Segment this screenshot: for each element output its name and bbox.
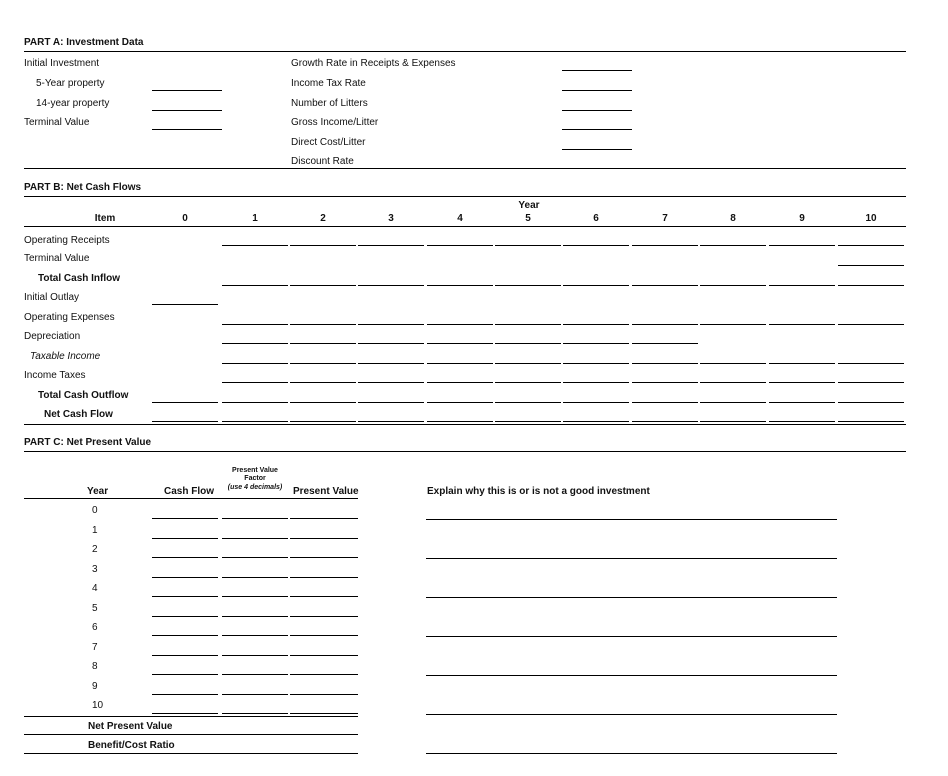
initial-investment-label: Initial Investment [24,58,100,69]
npv-year-label: 4 [92,583,98,594]
cash-flow-cell[interactable] [838,421,904,422]
item-header: Item [94,213,116,224]
npv-year-label: 2 [92,544,98,555]
cash-flow-cell[interactable] [358,421,424,422]
pv-factor-blank[interactable] [222,694,288,695]
cash-flow-cell[interactable] [632,343,698,344]
col-cash-flow-header: Cash Flow [164,486,215,497]
cash-flow-cell[interactable] [632,324,698,325]
explanation-line[interactable] [426,597,837,598]
cash-flow-blank[interactable] [152,713,218,714]
cash-flow-cell[interactable] [632,285,698,286]
cash-flow-cell[interactable] [838,265,904,266]
growth-rate-blank[interactable] [562,70,632,71]
bcr-rule [24,753,358,754]
pv-factor-blank[interactable] [222,518,288,519]
cash-flow-cell[interactable] [700,285,766,286]
explanation-line[interactable] [426,714,837,715]
cash-flow-cell[interactable] [563,245,629,246]
present-value-blank[interactable] [290,596,358,597]
cash-flow-cell[interactable] [769,324,835,325]
part-a-bottom-rule [24,168,906,169]
fourteen-year-property-blank[interactable] [152,110,222,111]
cash-flow-cell[interactable] [838,285,904,286]
year-col-header: 10 [865,213,877,224]
pv-factor-line2: Factor [244,475,266,482]
cash-flow-cell[interactable] [700,382,766,383]
explanation-line[interactable] [426,753,837,754]
cash-flow-cell[interactable] [563,363,629,364]
part-c-title: PART C: Net Present Value [24,437,152,448]
part-b-title: PART B: Net Cash Flows [24,182,142,193]
year-col-header: 3 [388,213,394,224]
cash-flow-cell[interactable] [838,382,904,383]
operating-expenses-label: Operating Expenses [24,312,115,323]
cash-flow-cell[interactable] [495,343,561,344]
year-col-header: 7 [662,213,668,224]
cash-flow-cell[interactable] [838,402,904,403]
present-value-blank[interactable] [290,674,358,675]
col-present-value-header: Present Value [293,486,359,497]
cash-flow-cell[interactable] [358,402,424,403]
npv-year-label: 7 [92,642,98,653]
part-a-rule [24,51,906,52]
part-a-title: PART A: Investment Data [24,37,144,48]
net-cash-flow-label: Net Cash Flow [44,409,113,420]
part-b-rule [24,196,906,197]
cash-flow-cell[interactable] [700,402,766,403]
npv-rule [24,734,358,735]
npv-year-label: 10 [92,700,104,711]
cash-flow-blank[interactable] [152,538,218,539]
cash-flow-cell[interactable] [769,402,835,403]
cash-flow-cell[interactable] [632,382,698,383]
five-year-property-blank[interactable] [152,90,222,91]
cash-flow-cell[interactable] [290,421,356,422]
present-value-blank[interactable] [290,713,358,714]
explain-prompt: Explain why this is or is not a good investment [427,486,650,497]
cash-flow-cell[interactable] [222,324,288,325]
cash-flow-cell[interactable] [769,363,835,364]
explanation-line[interactable] [426,519,837,520]
terminal-value-blank[interactable] [152,129,222,130]
cash-flow-blank[interactable] [152,674,218,675]
cash-flow-cell[interactable] [495,363,561,364]
cash-flow-cell[interactable] [838,324,904,325]
year-col-header: 9 [799,213,805,224]
income-tax-rate-label: Income Tax Rate [291,78,366,89]
cash-flow-blank[interactable] [152,694,218,695]
pv-factor-line1: Present Value [232,467,278,474]
cash-flow-cell[interactable] [495,245,561,246]
gross-income-blank[interactable] [562,129,632,130]
cash-flow-blank[interactable] [152,616,218,617]
cash-flow-cell[interactable] [222,285,288,286]
cash-flow-cell[interactable] [769,421,835,422]
cash-flow-cell[interactable] [632,402,698,403]
pv-factor-blank[interactable] [222,616,288,617]
year-col-header: 2 [320,213,326,224]
operating-receipts-label: Operating Receipts [24,235,110,246]
income-taxes-label: Income Taxes [24,370,86,381]
cash-flow-cell[interactable] [358,245,424,246]
cash-flow-cell[interactable] [700,324,766,325]
present-value-blank[interactable] [290,616,358,617]
year-col-header: 4 [457,213,463,224]
direct-cost-blank[interactable] [562,149,632,150]
cash-flow-cell[interactable] [769,245,835,246]
year-col-header: 5 [525,213,531,224]
year-col-header: 8 [730,213,736,224]
year-col-header: 6 [593,213,599,224]
income-tax-rate-blank[interactable] [562,90,632,91]
growth-rate-label: Growth Rate in Receipts & Expenses [291,58,456,69]
pv-factor-line3: (use 4 decimals) [227,484,283,491]
present-value-blank[interactable] [290,694,358,695]
npv-year-label: 9 [92,681,98,692]
cash-flow-cell[interactable] [495,402,561,403]
cash-flow-cell[interactable] [427,245,493,246]
cash-flow-blank[interactable] [152,596,218,597]
cash-flow-cell[interactable] [222,343,288,344]
cash-flow-cell[interactable] [290,343,356,344]
benefit-cost-ratio-label: Benefit/Cost Ratio [88,740,175,751]
cash-flow-cell[interactable] [427,363,493,364]
part-c-rule [24,451,906,452]
total-cash-inflow-label: Total Cash Inflow [38,273,121,284]
part-b-bottom-rule [24,424,906,425]
cash-flow-blank[interactable] [152,518,218,519]
cash-flow-cell[interactable] [290,285,356,286]
cash-flow-cell[interactable] [563,343,629,344]
cash-flow-cell[interactable] [152,421,218,422]
cash-flow-cell[interactable] [222,402,288,403]
year-col-header: 1 [252,213,258,224]
cash-flow-cell[interactable] [563,324,629,325]
present-value-blank[interactable] [290,635,358,636]
cash-flow-cell[interactable] [563,382,629,383]
cash-flow-cell[interactable] [495,324,561,325]
pv-factor-blank[interactable] [222,596,288,597]
cash-flow-cell[interactable] [632,363,698,364]
cash-flow-blank[interactable] [152,635,218,636]
cash-flow-cell[interactable] [358,343,424,344]
cash-flow-cell[interactable] [427,421,493,422]
total-cash-outflow-label: Total Cash Outflow [38,390,129,401]
cash-flow-blank[interactable] [152,577,218,578]
part-c-table-header-rule [24,498,358,499]
number-of-litters-label: Number of Litters [291,98,368,109]
npv-year-label: 3 [92,564,98,575]
pv-factor-blank[interactable] [222,577,288,578]
cash-flow-blank[interactable] [152,655,218,656]
initial-outlay-label: Initial Outlay [24,292,80,303]
cash-flow-cell[interactable] [222,245,288,246]
npv-year-label: 5 [92,603,98,614]
cash-flow-cell[interactable] [427,343,493,344]
cash-flow-cell[interactable] [838,363,904,364]
direct-cost-label: Direct Cost/Litter [291,137,366,148]
cash-flow-cell[interactable] [222,421,288,422]
present-value-blank[interactable] [290,538,358,539]
npv-top-rule [24,716,358,717]
cash-flow-cell[interactable] [290,402,356,403]
cash-flow-cell[interactable] [358,363,424,364]
cash-flow-cell[interactable] [563,421,629,422]
cash-flow-cell[interactable] [495,285,561,286]
present-value-blank[interactable] [290,577,358,578]
cash-flow-cell[interactable] [222,382,288,383]
present-value-blank[interactable] [290,518,358,519]
cash-flow-cell[interactable] [290,324,356,325]
pv-factor-blank[interactable] [222,538,288,539]
explanation-line[interactable] [426,636,837,637]
cash-flow-cell[interactable] [290,382,356,383]
cash-flow-cell[interactable] [427,324,493,325]
cash-flow-cell[interactable] [152,402,218,403]
npv-year-label: 8 [92,661,98,672]
year-header: Year [518,200,540,211]
cash-flow-cell[interactable] [700,421,766,422]
fourteen-year-property-label: 14-year property [36,98,110,109]
cash-flow-cell[interactable] [700,245,766,246]
cash-flow-blank[interactable] [152,557,218,558]
cash-flow-cell[interactable] [769,382,835,383]
cash-flow-cell[interactable] [700,363,766,364]
cash-flow-cell[interactable] [290,245,356,246]
cash-flow-cell[interactable] [769,285,835,286]
cash-flow-cell[interactable] [838,245,904,246]
cash-flow-cell[interactable] [358,285,424,286]
depreciation-label: Depreciation [24,331,81,342]
explanation-line[interactable] [426,558,837,559]
cash-flow-cell[interactable] [358,324,424,325]
net-present-value-label: Net Present Value [88,721,173,732]
present-value-blank[interactable] [290,557,358,558]
discount-rate-label: Discount Rate [291,156,354,167]
pv-factor-blank[interactable] [222,655,288,656]
cash-flow-cell[interactable] [563,285,629,286]
explanation-line[interactable] [426,675,837,676]
cash-flow-cell[interactable] [358,382,424,383]
cash-flow-cell[interactable] [222,363,288,364]
number-of-litters-blank[interactable] [562,110,632,111]
cash-flow-cell[interactable] [495,382,561,383]
cash-flow-cell[interactable] [427,402,493,403]
cash-flow-cell[interactable] [152,304,218,305]
terminal-value-label: Terminal Value [24,117,90,128]
npv-year-label: 1 [92,525,98,536]
cash-flow-cell[interactable] [632,245,698,246]
cash-flow-cell[interactable] [495,421,561,422]
present-value-blank[interactable] [290,655,358,656]
cash-flow-cell[interactable] [632,421,698,422]
pv-factor-blank[interactable] [222,557,288,558]
pv-factor-blank[interactable] [222,674,288,675]
pv-factor-blank[interactable] [222,635,288,636]
five-year-property-label: 5-Year property [36,78,105,89]
pv-factor-blank[interactable] [222,713,288,714]
gross-income-label: Gross Income/Litter [291,117,379,128]
cash-flow-cell[interactable] [563,402,629,403]
cash-flow-cell[interactable] [427,285,493,286]
cash-flow-cell[interactable] [290,363,356,364]
col-year-header: Year [87,486,109,497]
part-b-header-rule [24,226,906,227]
taxable-income-label: Taxable Income [30,351,101,362]
npv-year-label: 0 [92,505,98,516]
cash-flow-cell[interactable] [427,382,493,383]
year-col-header: 0 [182,213,188,224]
npv-year-label: 6 [92,622,98,633]
terminal-value-row-label: Terminal Value [24,253,90,264]
